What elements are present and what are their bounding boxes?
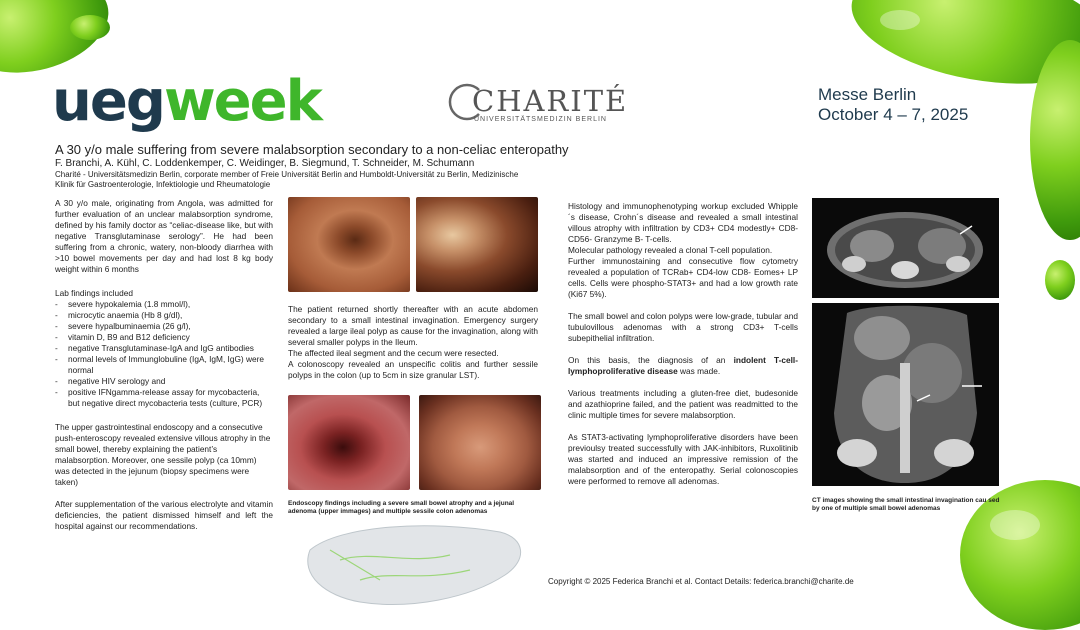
lab-findings-list bbox=[55, 299, 273, 409]
case-intro: A 30 y/o male, originating from Angola, was admitted for further evaluation of an unclear malabsorption syndrome, defined by his family doctor as “celiac-disease like, but with negative Transglutaminase serology”. He had been suffering from a chronic, watery, non-bloody diarrhea with >10 bowel movements per day and had lost 8 kg body weight within 6 months bbox=[55, 198, 273, 274]
event-venue: Messe Berlin bbox=[818, 85, 917, 104]
invagination-paragraph: The patient returned shortly thereafter with an acute abdomen secondary to a small intestinal invagination. Emergency surgery revealed a large ileal polyp as cause for the invagination, along with several smaller polyps in the Ileum. bbox=[288, 304, 538, 347]
polyp-histology-paragraph: The small bowel and colon polyps were low-grade, tubular and tubulovillous adenomas with a strong CD3+ T-cells subepithelial infiltration. bbox=[568, 311, 798, 343]
resection-paragraph: The affected ileal segment and the cecum were resected. bbox=[288, 348, 499, 358]
endoscopy-image-jejunal-adenoma bbox=[416, 197, 538, 292]
event-info bbox=[818, 85, 968, 125]
lab-heading: Lab findings included bbox=[55, 288, 133, 298]
decor-blob-topleft-small bbox=[70, 15, 110, 40]
ct-figure-caption: CT images showing the small intestinal invagination cau sed by one of multiple small bowel adenomas bbox=[812, 497, 1000, 512]
event-dates: October 4 – 7, 2025 bbox=[818, 105, 969, 124]
liver-illustration bbox=[300, 520, 530, 608]
endoscopy-image-jejunum-atrophy bbox=[288, 197, 410, 292]
diagnosis-paragraph: On this basis, the diagnosis of an indolent T-cell-lymphoproliferative disease was made. bbox=[568, 355, 798, 376]
column-1 bbox=[55, 198, 273, 532]
endoscopy-figure-caption: Endoscopy findings including a severe small bowel atrophy and a jejunal adenoma (upper immages) and multiple sessile colon adenomas bbox=[288, 500, 515, 515]
colonoscopy-image-colitis bbox=[288, 395, 410, 490]
flow-cytometry-paragraph: Further immunostaining and consecutive flow cytometry revealed a population of TCRab+ CD4-low CD8- Eomes+ LP cells. Cells were phospho-STAT3+ and had a low growth rate (Ki67 5%). bbox=[568, 256, 798, 299]
ruxolitinib-paragraph: As STAT3-activating lymphoproliferative disorders have been previoulsy treated successfully with JAK-inhibitors, Ruxolitinib was started and induced an impressive remission of the malabsorption and of the enteropathy. Serial colonoscopies were performed to remove all adenomas. bbox=[568, 432, 798, 486]
poster-authors: F. Branchi, A. Kühl, C. Loddenkemper, C. Weidinger, B. Siegmund, T. Schneider, M. Schumann bbox=[55, 158, 475, 169]
supplement-paragraph: After supplementation of the various electrolyte and vitamin deficiencies, the patient dismissed himself and left the hospital against our recommendations. bbox=[55, 499, 273, 531]
list-item: - vitamin D, B9 and B12 deficiency bbox=[55, 332, 273, 343]
endoscopy-paragraph: The upper gastrointestinal endoscopy and a consecutive push-enteroscopy revealed extensive villous atrophy in the small bowel, thereby explaining the patient’s malabsorption. Moreover, one sessile polyp (ca 10mm) was detected in the jejunum (biopsy specimens were taken) bbox=[55, 422, 271, 487]
diagnosis-term: indolent T-cell-lymphoproliferative disease bbox=[568, 355, 798, 376]
list-item: - severe hypalbuminaemia (26 g/l), bbox=[55, 321, 273, 332]
list-item: - microcytic anaemia (Hb 8 g/dl), bbox=[55, 310, 273, 321]
treatments-paragraph: Various treatments including a gluten-free diet, budesonide and azathioprine failed, and the patient was readmitted to the clinic multiple times for severe malabsorption. bbox=[568, 388, 798, 420]
charite-subtitle: UNIVERSITÄTSMEDIZIN BERLIN bbox=[474, 116, 607, 123]
ct-image-coronal bbox=[812, 303, 999, 486]
list-item: - severe hypokalemia (1.8 mmol/l), bbox=[55, 299, 273, 310]
list-item: - normal levels of Immunglobuline (IgA, IgM, IgG) were normal bbox=[55, 354, 273, 376]
colonoscopy-paragraph: A colonoscopy revealed an unspecific colitis and further sessile polyps in the colon (up to 5cm in size granular LST). bbox=[288, 359, 538, 380]
poster-affiliation: Charité - Universitätsmedizin Berlin, corporate member of Freie Universität Berlin and Humboldt-Universität zu Berlin, Medizinische Klinik für Gastroenterologie, Infektiologie und Rheumatologie bbox=[55, 170, 519, 189]
molecular-paragraph: Molecular pathology revealed a clonal T-cell population. bbox=[568, 245, 773, 255]
charite-logo: CHARITÉ bbox=[472, 84, 629, 118]
decor-spot bbox=[880, 10, 920, 30]
list-item: - negative HIV serology and bbox=[55, 376, 273, 387]
histology-paragraph: Histology and immunophenotyping workup excluded Whipple´s disease, Crohn´s disease and revealed a small intestinal villous atrophy with infiltration by CD3+ CD4 modestly+ CD8- CD56- Granzyme B- T-cells. bbox=[568, 201, 798, 244]
ct-image-axial bbox=[812, 198, 999, 298]
column-2 bbox=[288, 304, 538, 381]
list-item: - negative Transglutaminase-IgA and IgG antibodies bbox=[55, 343, 273, 354]
column-3 bbox=[568, 201, 798, 487]
decor-blob-right-drop bbox=[1045, 260, 1075, 300]
list-item: - positive IFNgamma-release assay for mycobacteria, but negative direct mycobacteria tests (culture, PCR) bbox=[55, 387, 273, 409]
colonoscopy-image-sessile-adenoma bbox=[419, 395, 541, 490]
decor-spot bbox=[990, 510, 1040, 540]
copyright-footer: Copyright © 2025 Federica Branchi et al. Contact Details: federica.branchi@charite.de bbox=[548, 577, 854, 586]
ueg-week-logo: uegweek bbox=[52, 69, 321, 134]
poster-title: A 30 y/o male suffering from severe malabsorption secondary to a non-celiac enteropathy bbox=[55, 142, 569, 157]
